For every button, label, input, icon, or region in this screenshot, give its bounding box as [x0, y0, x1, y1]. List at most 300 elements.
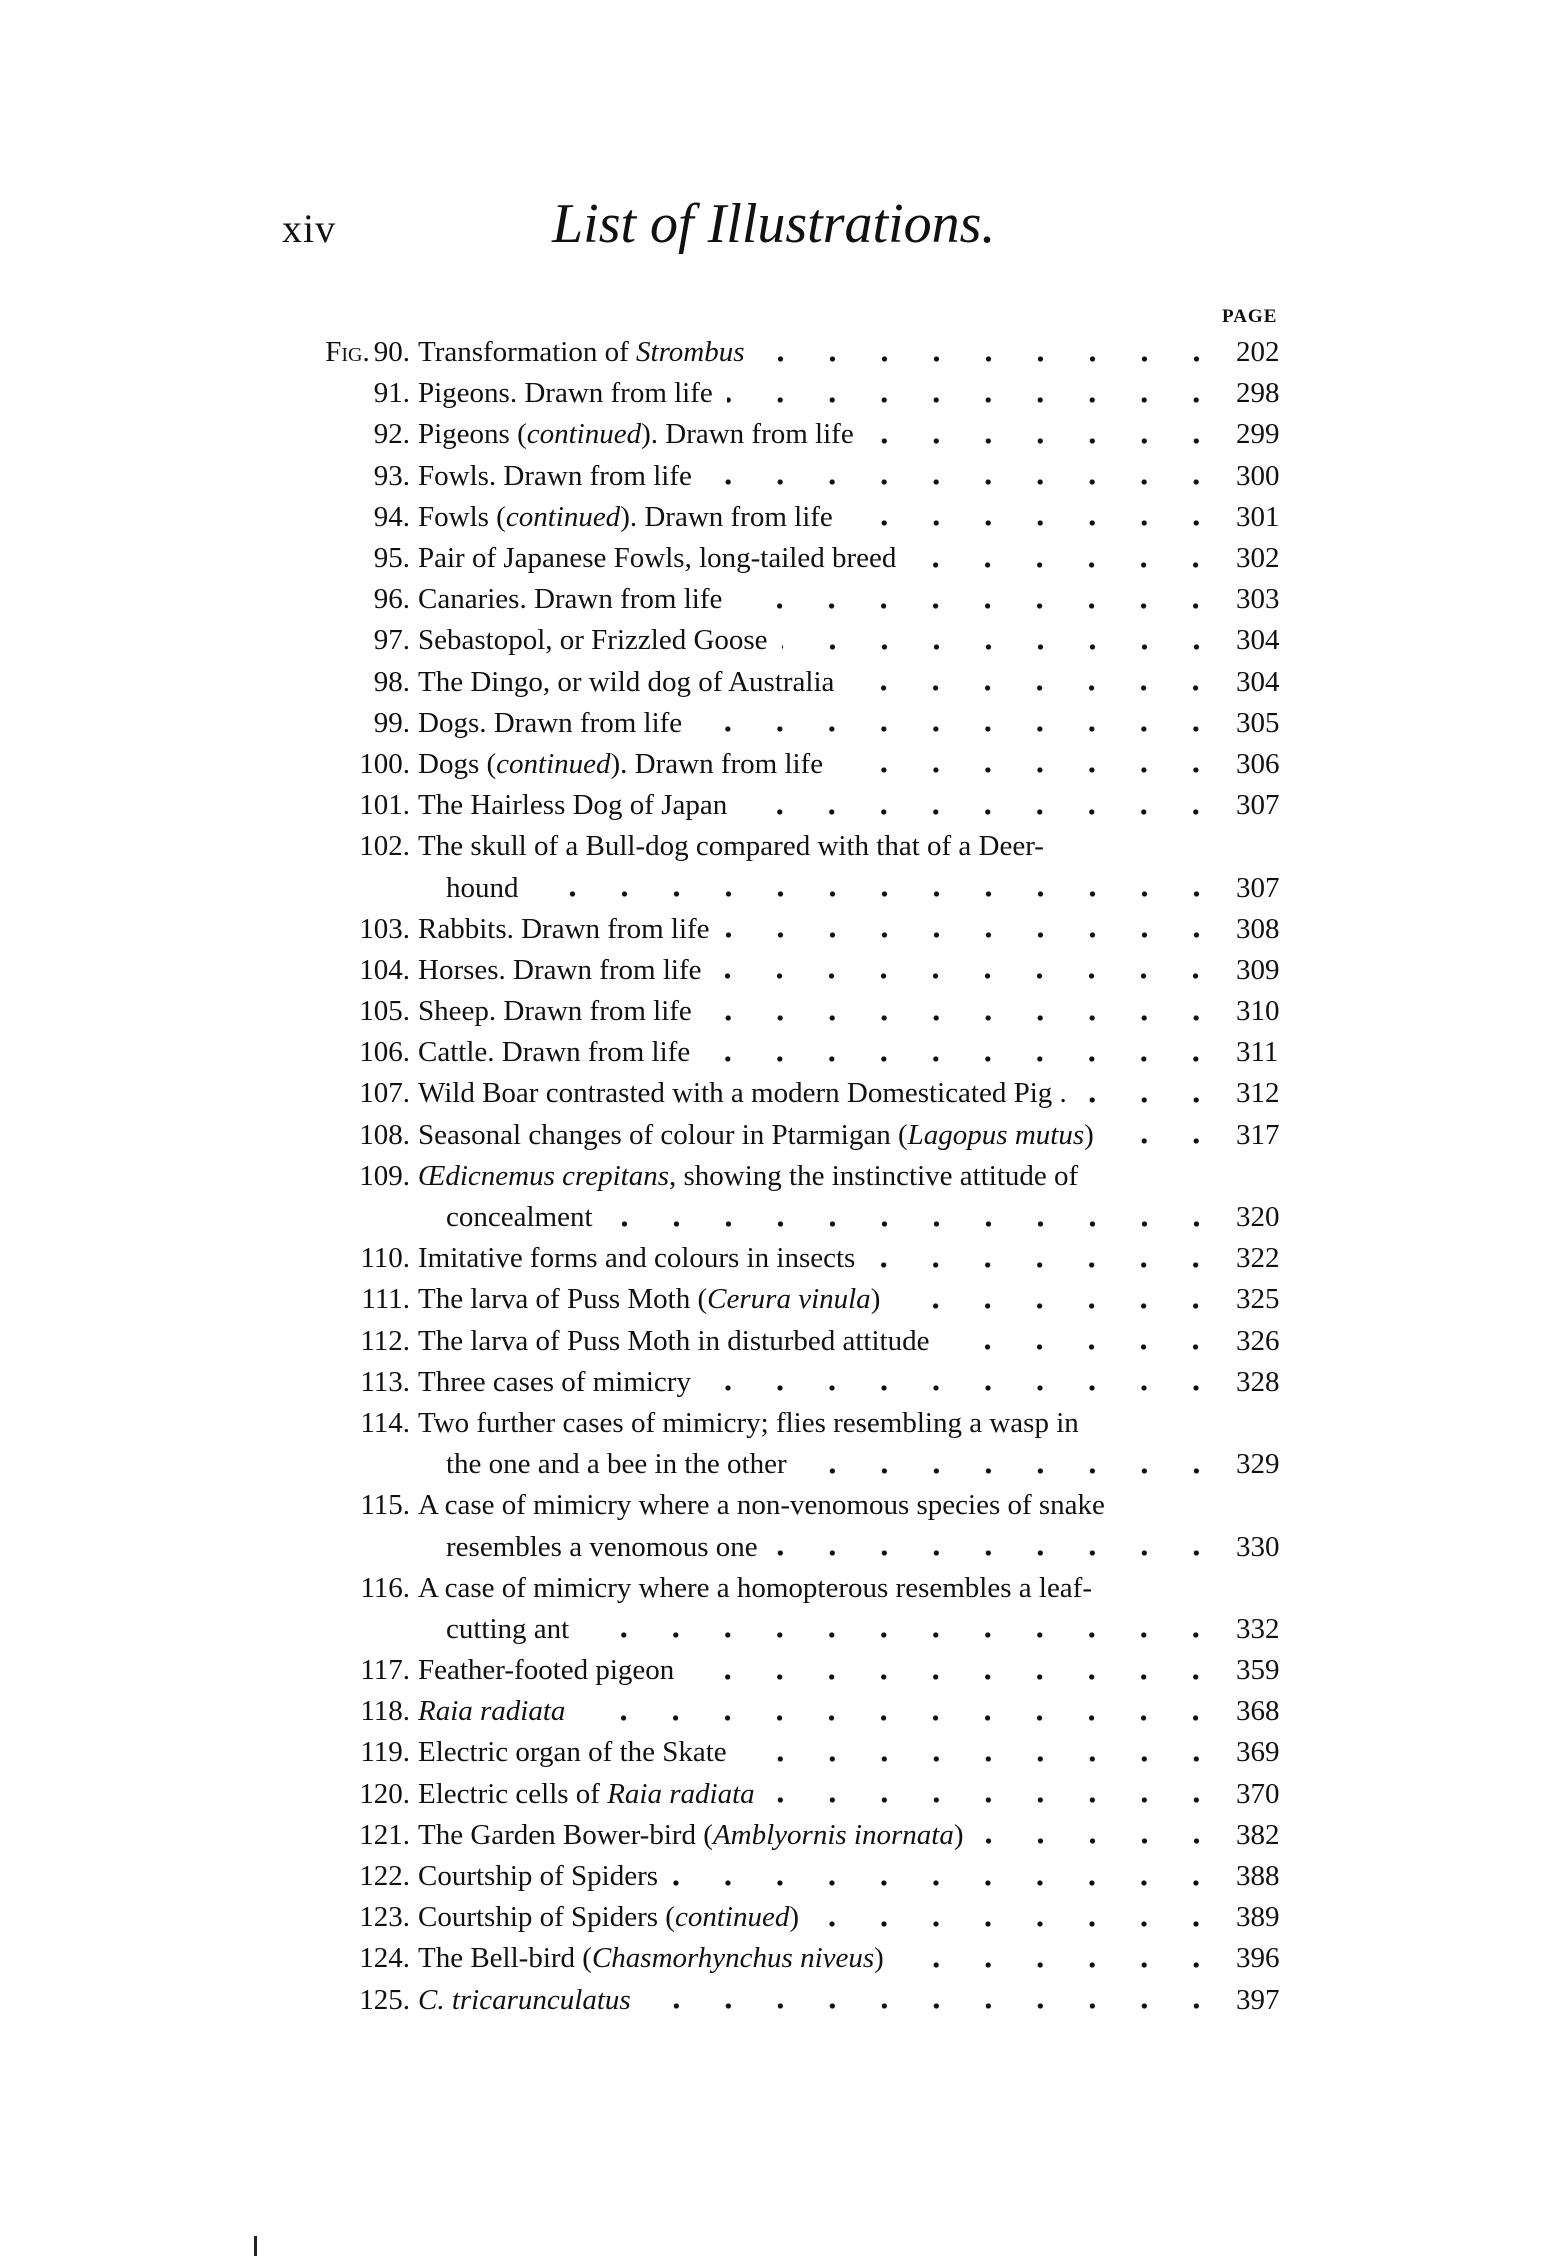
title-segment: Two further cases of mimicry; flies resembling a wasp in: [418, 1406, 1079, 1439]
dot-leader: [727, 395, 1222, 405]
figure-number: [280, 995, 418, 1028]
title-segment: Fowls (: [418, 500, 506, 533]
list-entry: [280, 538, 1290, 579]
entry-title: [418, 1242, 855, 1275]
title-segment: ): [1084, 1118, 1094, 1151]
figure-number-text: 94.: [373, 500, 410, 533]
entry-title: [418, 583, 722, 616]
figure-number-text: 113.: [360, 1365, 410, 1398]
list-entry: [280, 497, 1290, 538]
dot-leader: [813, 1919, 1222, 1929]
entry-line: [280, 1403, 1290, 1444]
figure-number-text: 92.: [373, 418, 410, 451]
list-entry: [280, 620, 1290, 661]
figure-number: [280, 377, 418, 410]
dot-leader: [769, 1795, 1222, 1805]
figure-number-text: 99.: [373, 706, 410, 739]
title-segment: ). Drawn from life: [610, 747, 824, 780]
figure-number: [280, 1036, 418, 1069]
entry-title: [418, 1366, 691, 1399]
title-segment: Chasmorhynchus niveus: [591, 1942, 875, 1975]
page-number: 202: [1236, 336, 1280, 369]
entry-line: [280, 1691, 1290, 1732]
entry-line: [280, 1774, 1290, 1815]
dot-leader: [801, 1466, 1222, 1476]
dot-leader: [736, 601, 1222, 611]
figure-number-text: 121.: [359, 1818, 410, 1851]
page-number: 304: [1236, 665, 1280, 698]
title-segment: A case of mimicry where a non-venomous species of snake: [418, 1489, 1105, 1522]
figure-number: [280, 913, 418, 946]
title-segment: Amblyornis inornata: [712, 1818, 954, 1851]
title-segment: The skull of a Bull-dog compared with that of a Deer-: [418, 830, 1044, 863]
entry-title: [418, 1942, 884, 1975]
dot-leader: [607, 1219, 1222, 1229]
entry-line: [280, 950, 1290, 991]
list-entry: [280, 1691, 1290, 1732]
page-number: 304: [1236, 624, 1280, 657]
list-entry: [280, 579, 1290, 620]
dot-leader: [715, 971, 1222, 981]
figure-number-text: 125.: [359, 1983, 410, 2016]
page-number: 328: [1236, 1365, 1280, 1398]
figure-number: [280, 1942, 418, 1975]
page-number: 312: [1236, 1077, 1280, 1110]
entry-line: [280, 332, 1290, 373]
dot-leader: [847, 518, 1222, 528]
page-number: 305: [1236, 706, 1280, 739]
figure-number: [280, 1695, 418, 1728]
list-entry: [280, 1238, 1290, 1279]
list-entry: [280, 744, 1290, 785]
figure-prefix: Fig.: [325, 336, 370, 369]
title-segment: Courtship of Spiders (: [418, 1901, 675, 1934]
entry-line: [280, 1238, 1290, 1279]
page-number: 397: [1236, 1983, 1280, 2016]
entry-line: [280, 456, 1290, 497]
dot-leader: [741, 807, 1222, 817]
entry-title: [418, 1736, 727, 1769]
dot-leader: [837, 765, 1222, 775]
dot-leader: [848, 683, 1222, 693]
entry-title: [446, 872, 519, 905]
dot-leader: [1108, 1136, 1222, 1146]
list-entry: [280, 785, 1290, 826]
entry-line: [280, 1938, 1290, 1979]
list-entry: [280, 950, 1290, 991]
entry-line: [280, 620, 1290, 661]
dot-leader: [868, 436, 1222, 446]
dot-leader: [533, 889, 1223, 899]
title-segment: resembles a venomous one: [446, 1530, 758, 1563]
entry-title: [418, 1489, 1105, 1522]
figure-number-text: 119.: [360, 1736, 410, 1769]
entry-title: [418, 1695, 565, 1728]
page-number: 310: [1236, 995, 1280, 1028]
figure-number: [280, 666, 418, 699]
title-segment: Seasonal changes of colour in Ptarmigan (: [418, 1118, 908, 1151]
entry-title: [418, 1325, 929, 1358]
title-segment: continued: [526, 418, 642, 451]
dot-leader: [704, 1054, 1222, 1064]
figure-number: [280, 1283, 418, 1316]
list-entry: [280, 456, 1290, 497]
figure-number: [280, 707, 418, 740]
title-segment: Imitative forms and colours in insects: [418, 1242, 856, 1275]
entry-title: [418, 542, 896, 575]
dot-leader: [724, 930, 1222, 940]
list-entry: [280, 1980, 1290, 2021]
figure-number-text: 115.: [360, 1489, 410, 1522]
entry-title: [446, 1201, 593, 1234]
entry-title: [418, 1160, 1078, 1193]
dot-leader: [583, 1630, 1222, 1640]
figure-number-text: 93.: [373, 459, 410, 492]
title-segment: Dogs. Drawn from life: [418, 706, 683, 739]
entry-line: [280, 1279, 1290, 1320]
title-segment: ). Drawn from life: [620, 500, 833, 533]
page-number: 329: [1236, 1448, 1280, 1481]
entry-line: [280, 1197, 1290, 1238]
figure-number: [280, 1860, 418, 1893]
page-number: 370: [1236, 1777, 1280, 1810]
figure-number-text: 120.: [359, 1777, 410, 1810]
title-segment: Rabbits. Drawn from life: [418, 912, 710, 945]
figure-number-text: 118.: [360, 1695, 410, 1728]
title-segment: ): [789, 1901, 799, 1934]
figure-number: [280, 954, 418, 987]
entry-line: [280, 1115, 1290, 1156]
figure-number: [280, 542, 418, 575]
list-entry: [280, 1073, 1290, 1114]
dot-leader: [759, 354, 1222, 364]
entry-title: [418, 707, 682, 740]
figure-number-text: 101.: [359, 789, 410, 822]
figure-number: [280, 1242, 418, 1275]
dot-leader: [705, 1383, 1222, 1393]
entry-line: [280, 373, 1290, 414]
title-segment: Canaries. Drawn from life: [418, 583, 723, 616]
title-segment: The Garden Bower-bird (: [418, 1818, 713, 1851]
entry-title: [418, 666, 834, 699]
dot-leader: [579, 1713, 1222, 1723]
figure-number: [280, 1407, 418, 1440]
entry-line: [280, 1362, 1290, 1403]
title-segment: continued: [496, 747, 611, 780]
dot-leader: [910, 560, 1222, 570]
entry-line: [280, 991, 1290, 1032]
title-segment: Pigeons (: [418, 418, 527, 451]
figure-number-text: 102.: [359, 830, 410, 863]
title-segment: continued: [505, 500, 621, 533]
title-segment: Fowls. Drawn from life: [418, 459, 692, 492]
figure-number: [280, 1572, 418, 1605]
page-number: 307: [1236, 789, 1280, 822]
page-number: 311: [1236, 1036, 1279, 1069]
dot-leader: [869, 1260, 1222, 1270]
title-segment: Transformation of: [418, 336, 637, 369]
entry-title: [418, 460, 692, 493]
entry-line: [280, 1032, 1290, 1073]
entry-line: [280, 826, 1290, 867]
figure-number: [280, 1325, 418, 1358]
entry-line: [280, 1321, 1290, 1362]
page-number: 325: [1236, 1283, 1280, 1316]
figure-number-text: 95.: [373, 542, 410, 575]
dot-leader: [898, 1960, 1222, 1970]
entry-title: [418, 954, 701, 987]
entry-title: [446, 1448, 787, 1481]
entry-title: [418, 1654, 674, 1687]
list-entry: [280, 1856, 1290, 1897]
title-segment: A case of mimicry where a homopterous resembles a leaf-: [418, 1571, 1092, 1604]
title-segment: Wild Boar contrasted with a modern Domesticated Pig .: [418, 1077, 1067, 1110]
entry-title: [418, 1778, 755, 1811]
list-entry: [280, 1568, 1290, 1650]
entry-line: [280, 703, 1290, 744]
figure-number-text: 114.: [360, 1406, 410, 1439]
title-segment: ): [953, 1818, 964, 1851]
entry-title: [418, 377, 713, 410]
figure-number-text: 104.: [359, 953, 410, 986]
entry-line: [280, 1650, 1290, 1691]
list-entry: [280, 1403, 1290, 1485]
figure-number: [280, 583, 418, 616]
list-entry: [280, 1485, 1290, 1567]
title-segment: C. tricarunculatus: [418, 1983, 631, 2016]
entry-title: [418, 501, 833, 534]
figure-number-text: 124.: [359, 1942, 410, 1975]
list-entry: [280, 1032, 1290, 1073]
figure-number-text: 98.: [373, 665, 410, 698]
title-segment: Sebastopol, or Frizzled Goose: [418, 624, 768, 657]
entry-line: [280, 1156, 1290, 1197]
title-segment: Raia radiata: [418, 1695, 566, 1728]
entry-title: [418, 1283, 880, 1316]
title-segment: concealment: [446, 1201, 593, 1234]
list-entry: [280, 1156, 1290, 1238]
figure-number-text: 110.: [360, 1242, 410, 1275]
list-entry: [280, 1115, 1290, 1156]
entry-line: [280, 1444, 1290, 1485]
page-number: 396: [1236, 1942, 1280, 1975]
entry-title: [446, 1613, 569, 1646]
page-number: 359: [1236, 1654, 1280, 1687]
figure-number-text: 106.: [359, 1036, 410, 1069]
entry-line: [280, 497, 1290, 538]
entry-line: [280, 1485, 1290, 1526]
figure-number: [280, 789, 418, 822]
entry-title: [418, 913, 710, 946]
list-entry: [280, 1815, 1290, 1856]
entry-line: [280, 1856, 1290, 1897]
entry-title: [418, 1036, 690, 1069]
page-number: 302: [1236, 542, 1280, 575]
figure-number-text: 103.: [359, 912, 410, 945]
title-segment: Raia radiata: [607, 1777, 755, 1810]
dot-leader: [706, 477, 1222, 487]
entry-title: [418, 830, 1044, 863]
title-segment: continued: [674, 1901, 790, 1934]
entry-line: [280, 1568, 1290, 1609]
dot-leader: [645, 2001, 1222, 2011]
title-segment: Courtship of Spiders: [418, 1860, 659, 1893]
title-segment: Lagopus mutus: [907, 1118, 1085, 1151]
page-number: 382: [1236, 1818, 1280, 1851]
figure-number: [280, 1654, 418, 1687]
page-number: 326: [1236, 1324, 1280, 1357]
title-segment: Cerura vinula: [707, 1283, 871, 1316]
title-segment: The Hairless Dog of Japan: [418, 789, 728, 822]
list-entry: [280, 991, 1290, 1032]
dot-leader: [782, 642, 1222, 652]
dot-leader: [672, 1878, 1222, 1888]
figure-number-text: 111.: [361, 1283, 410, 1316]
page-number: 307: [1236, 871, 1280, 904]
figure-number: [280, 1819, 418, 1852]
page-number: 320: [1236, 1201, 1280, 1234]
entry-line: [280, 867, 1290, 908]
entry-title: [418, 1901, 799, 1934]
title-segment: The Dingo, or wild dog of Australia: [418, 665, 835, 698]
title-segment: Dogs (: [418, 747, 497, 780]
page-number: 322: [1236, 1242, 1280, 1275]
title-segment: The larva of Puss Moth in disturbed attitude: [418, 1324, 930, 1357]
page-column-header: PAGE: [1222, 306, 1278, 327]
dot-leader: [978, 1836, 1223, 1846]
entry-line: [280, 744, 1290, 785]
list-entry: [280, 1362, 1290, 1403]
page-number: 368: [1236, 1695, 1280, 1728]
entry-line: [280, 1980, 1290, 2021]
dot-leader: [741, 1754, 1222, 1764]
title-segment: The larva of Puss Moth (: [418, 1283, 708, 1316]
figure-number: [280, 624, 418, 657]
title-segment: hound: [446, 871, 519, 904]
entry-title: [418, 1984, 631, 2017]
page-number: 369: [1236, 1736, 1280, 1769]
page-number: 298: [1236, 377, 1280, 410]
title-segment: the one and a bee in the other: [446, 1448, 787, 1481]
dot-leader: [772, 1548, 1222, 1558]
entry-line: [280, 414, 1290, 455]
list-entry: [280, 1321, 1290, 1362]
title-segment: Electric organ of the Skate: [418, 1736, 727, 1769]
entry-line: [280, 579, 1290, 620]
entry-title: [418, 995, 692, 1028]
page-number: 309: [1236, 953, 1280, 986]
entry-title: [418, 1860, 658, 1893]
page-number: 301: [1236, 500, 1280, 533]
figure-number-text: 116.: [360, 1571, 410, 1604]
entry-line: [280, 1609, 1290, 1650]
list-entry: [280, 1774, 1290, 1815]
figure-number: [280, 1160, 418, 1193]
entry-line: [280, 1897, 1290, 1938]
figure-number: [280, 1119, 418, 1152]
list-entry: [280, 1732, 1290, 1773]
dot-leader: [943, 1342, 1222, 1352]
title-segment: Strombus: [636, 336, 745, 369]
figure-number: [280, 1736, 418, 1769]
figure-number: [280, 460, 418, 493]
title-segment: Three cases of mimicry: [418, 1365, 691, 1398]
dot-leader: [688, 1672, 1222, 1682]
title-segment: ). Drawn from life: [641, 418, 854, 451]
entry-line: [280, 662, 1290, 703]
entry-line: [280, 1526, 1290, 1567]
dot-leader: [696, 724, 1222, 734]
figure-number-text: 123.: [359, 1901, 410, 1934]
dot-leader: [1081, 1095, 1222, 1105]
figure-number-text: 90.: [373, 336, 410, 369]
list-entry: [280, 414, 1290, 455]
figure-number: [280, 1077, 418, 1110]
title-segment: Œdicnemus crepitans: [418, 1159, 670, 1192]
figure-number: [280, 336, 418, 369]
figure-number-text: 107.: [359, 1077, 410, 1110]
list-entry: [280, 373, 1290, 414]
figure-number-text: 109.: [359, 1159, 410, 1192]
title-segment: Horses. Drawn from life: [418, 953, 702, 986]
margin-mark: [254, 2236, 257, 2256]
page-number: 300: [1236, 459, 1280, 492]
list-entry: [280, 662, 1290, 703]
title-segment: Pigeons. Drawn from life: [418, 377, 713, 410]
page-title: List of Illustrations.: [552, 193, 996, 255]
entry-title: [446, 1531, 758, 1564]
list-entry: [280, 1897, 1290, 1938]
figure-number-text: 105.: [359, 995, 410, 1028]
figure-number-text: 112.: [360, 1324, 410, 1357]
page-number: 389: [1236, 1901, 1280, 1934]
entry-line: [280, 1732, 1290, 1773]
entry-line: [280, 1073, 1290, 1114]
figure-number: [280, 1778, 418, 1811]
entry-title: [418, 418, 854, 451]
figure-number: [280, 1489, 418, 1522]
entry-line: [280, 785, 1290, 826]
figure-number-text: 117.: [360, 1654, 410, 1687]
entry-title: [418, 1407, 1079, 1440]
entry-title: [418, 1819, 964, 1852]
list-entry: [280, 1938, 1290, 1979]
page-number: 299: [1236, 418, 1280, 451]
figure-number-text: 91.: [373, 377, 410, 410]
entry-line: [280, 538, 1290, 579]
figure-number: [280, 830, 418, 863]
title-segment: , showing the instinctive attitude of: [669, 1159, 1079, 1192]
list-entry: [280, 909, 1290, 950]
dot-leader: [894, 1301, 1222, 1311]
figure-number: [280, 1901, 418, 1934]
title-segment: Electric cells of: [418, 1777, 608, 1810]
title-segment: ): [874, 1942, 884, 1975]
dot-leader: [706, 1013, 1222, 1023]
list-entry: [280, 703, 1290, 744]
title-segment: Sheep. Drawn from life: [418, 995, 692, 1028]
list-entry: [280, 1650, 1290, 1691]
figure-number: [280, 1366, 418, 1399]
entry-title: [418, 336, 745, 369]
page-number: 303: [1236, 583, 1280, 616]
entry-title: [418, 1077, 1067, 1110]
list-entry: [280, 826, 1290, 908]
figure-number-text: 122.: [359, 1860, 410, 1893]
list-entry: [280, 332, 1290, 373]
page-number: 306: [1236, 747, 1280, 780]
title-segment: Pair of Japanese Fowls, long-tailed breed: [418, 542, 897, 575]
